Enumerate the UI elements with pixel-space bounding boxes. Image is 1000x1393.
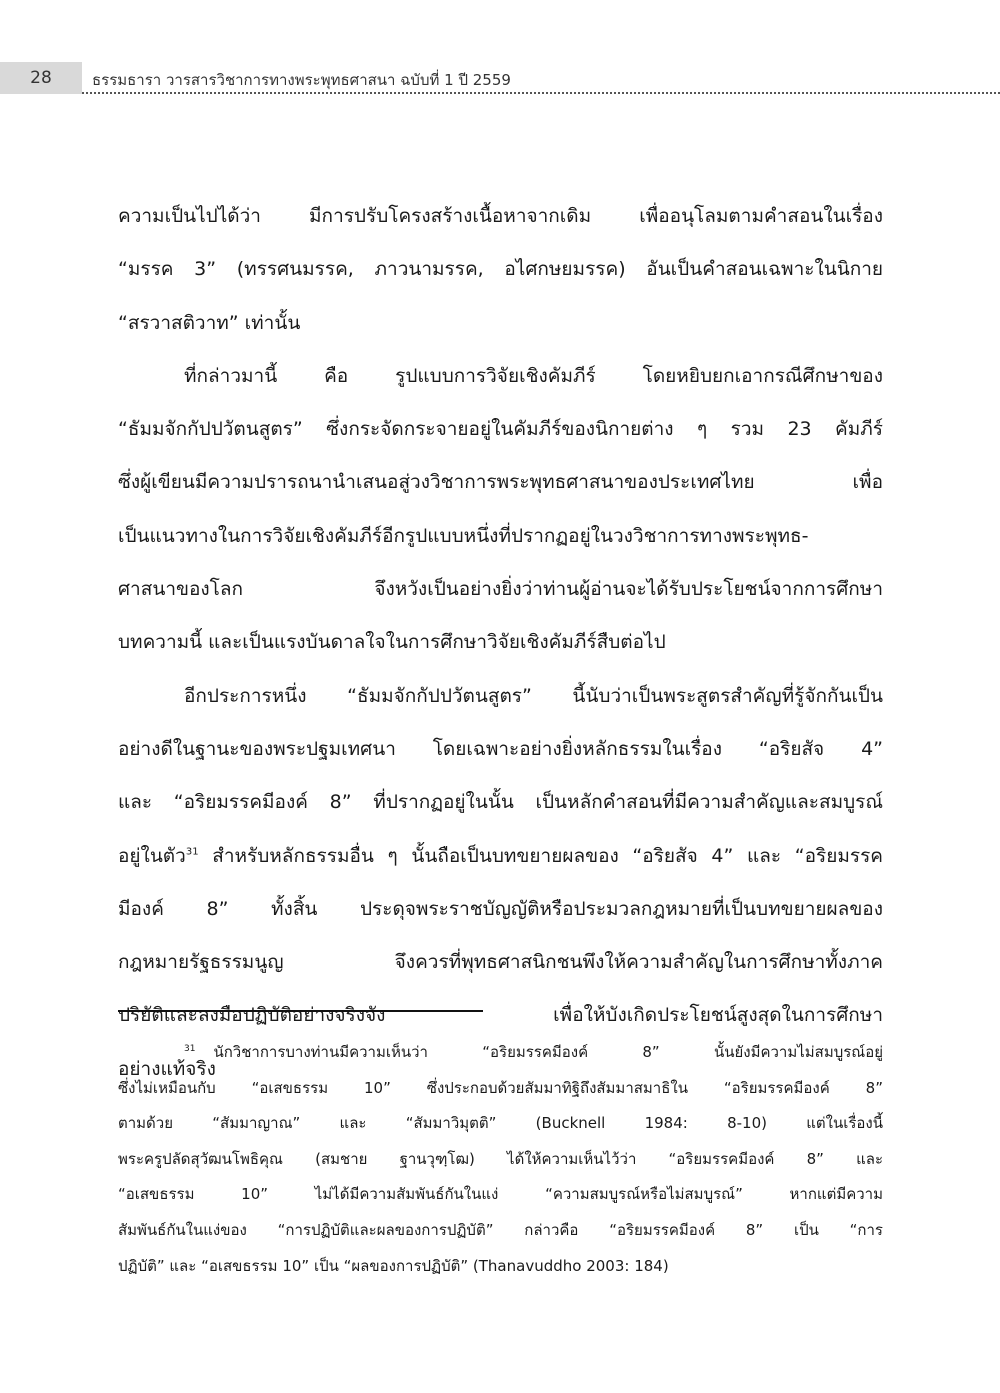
- body-line: ศาสนาของโลก จึงหวังเป็นอย่างยิ่งว่าท่านผู้อ่านจะได้รับประโยชน์จากการศึกษา: [118, 578, 883, 601]
- body-line: อย่างดีในฐานะของพระปฐมเทศนา โดยเฉพาะอย่างยิ่งหลักธรรมในเรื่อง “อริยสัจ 4”: [118, 737, 883, 760]
- body-line: “สรวาสติวาท” เท่านั้น: [118, 311, 301, 334]
- body-text: [118, 190, 883, 1096]
- footnote-line-text: นักวิชาการบางท่านมีความเห็นว่า “อริยมรรคมีองค์ 8” นั้นยังมีความไม่สมบูรณ์อยู่: [213, 1043, 883, 1061]
- body-line: และ “อริยมรรคมีองค์ 8” ที่ปรากฏอยู่ในนั้น เป็นหลักคำสอนที่มีความสำคัญและสมบูรณ์: [118, 791, 883, 814]
- footnote-line: ซึ่งไม่เหมือนกับ “อเสขธรรม 10” ซึ่งประกอบด้วยสัมมาทิฐิถึงสัมมาสมาธิใน “อริยมรรคมีองค์ 8”: [118, 1078, 883, 1097]
- page-number: 28: [30, 68, 52, 88]
- footnote-line: สัมพันธ์กันในแง่ของ “การปฏิบัติและผลของการปฏิบัติ” กล่าวคือ “อริยมรรคมีองค์ 8” เป็น “การ: [118, 1220, 883, 1239]
- body-line: เป็นแนวทางในการวิจัยเชิงคัมภีร์อีกรูปแบบหนึ่งที่ปรากฏอยู่ในวงวิชาการทางพระพุทธ-: [118, 524, 809, 547]
- footnote-line: [118, 1035, 883, 1071]
- body-line-segment: สำหรับหลักธรรมอื่น ๆ นั้นถือเป็นบทขยายผลของ “อริยสัจ 4” และ “อริยมรรค: [212, 844, 883, 867]
- body-line: ความเป็นไปได้ว่า มีการปรับโครงสร้างเนื้อหาจากเดิม เพื่ออนุโลมตามคำสอนในเรื่อง: [118, 205, 883, 227]
- body-line: มีองค์ 8” ทั้งสิ้น ประดุจพระราชบัญญัติหรือประมวลกฎหมายที่เป็นบทขยายผลของ: [118, 897, 883, 920]
- body-line: กฎหมายรัฐธรรมนูญ จึงควรที่พุทธศาสนิกชนพึงให้ความสำคัญในการศึกษาทั้งภาค: [118, 951, 883, 974]
- footnote-line: ปฏิบัติ” และ “อเสขธรรม 10” เป็น “ผลของการปฏิบัติ” (Thanavuddho 2003: 184): [118, 1256, 669, 1275]
- running-header-title: ธรรมธารา วารสารวิชาการทางพระพุทธศาสนา ฉบับที่ 1 ปี 2559: [92, 71, 511, 89]
- body-line: “ธัมมจักกัปปวัตนสูตร” ซึ่งกระจัดกระจายอยู่ในคัมภีร์ของนิกายต่าง ๆ รวม 23 คัมภีร์: [118, 418, 883, 441]
- body-line: บทความนี้ และเป็นแรงบันดาลใจในการศึกษาวิจัยเชิงคัมภีร์สืบต่อไป: [118, 631, 666, 654]
- footnote-number: 31: [184, 1044, 196, 1054]
- body-line: อย่างแท้จริง: [118, 1057, 216, 1080]
- footnote: [118, 1035, 883, 1284]
- body-line: ปริยัติและลงมือปฏิบัติอย่างจริงจัง เพื่อให้บังเกิดประโยชน์สูงสุดในการศึกษา: [118, 1004, 883, 1027]
- body-line: [118, 830, 883, 883]
- body-line: ซึ่งผู้เขียนมีความปรารถนานำเสนอสู่วงวิชาการพระพุทธศาสนาของประเทศไทย เพื่อ: [118, 471, 883, 494]
- footnote-line: “อเสขธรรม 10” ไม่ได้มีความสัมพันธ์กันในแง่ “ความสมบูรณ์หรือไม่สมบูรณ์” หากแต่มีความ: [118, 1185, 883, 1204]
- header-dotted-rule: [82, 92, 1000, 94]
- footnote-reference[interactable]: 31: [185, 846, 199, 858]
- body-line: อีกประการหนึ่ง “ธัมมจักกัปปวัตนสูตร” นี้นับว่าเป็นพระสูตรสำคัญที่รู้จักกันเป็น: [184, 684, 883, 707]
- body-line: “มรรค 3” (ทรรศนมรรค, ภาวนามรรค, อไศกษยมรรค) อันเป็นคำสอนเฉพาะในนิกาย: [118, 258, 883, 281]
- body-line-segment: อยู่ในตัว: [118, 844, 186, 867]
- footnote-line: ตามด้วย “สัมมาญาณ” และ “สัมมาวิมุตติ” (Bucknell 1984: 8-10) แต่ในเรื่องนี้: [118, 1114, 883, 1133]
- footnote-separator: [118, 1010, 483, 1012]
- footnote-line: พระครูปลัดสุวัฒนโพธิคุณ (สมชาย ฐานวุฑฺโฒ) ได้ให้ความเห็นไว้ว่า “อริยมรรคมีองค์ 8” และ: [118, 1149, 883, 1168]
- body-line: ที่กล่าวมานี้ คือ รูปแบบการวิจัยเชิงคัมภีร์ โดยหยิบยกเอากรณีศึกษาของ: [184, 364, 883, 387]
